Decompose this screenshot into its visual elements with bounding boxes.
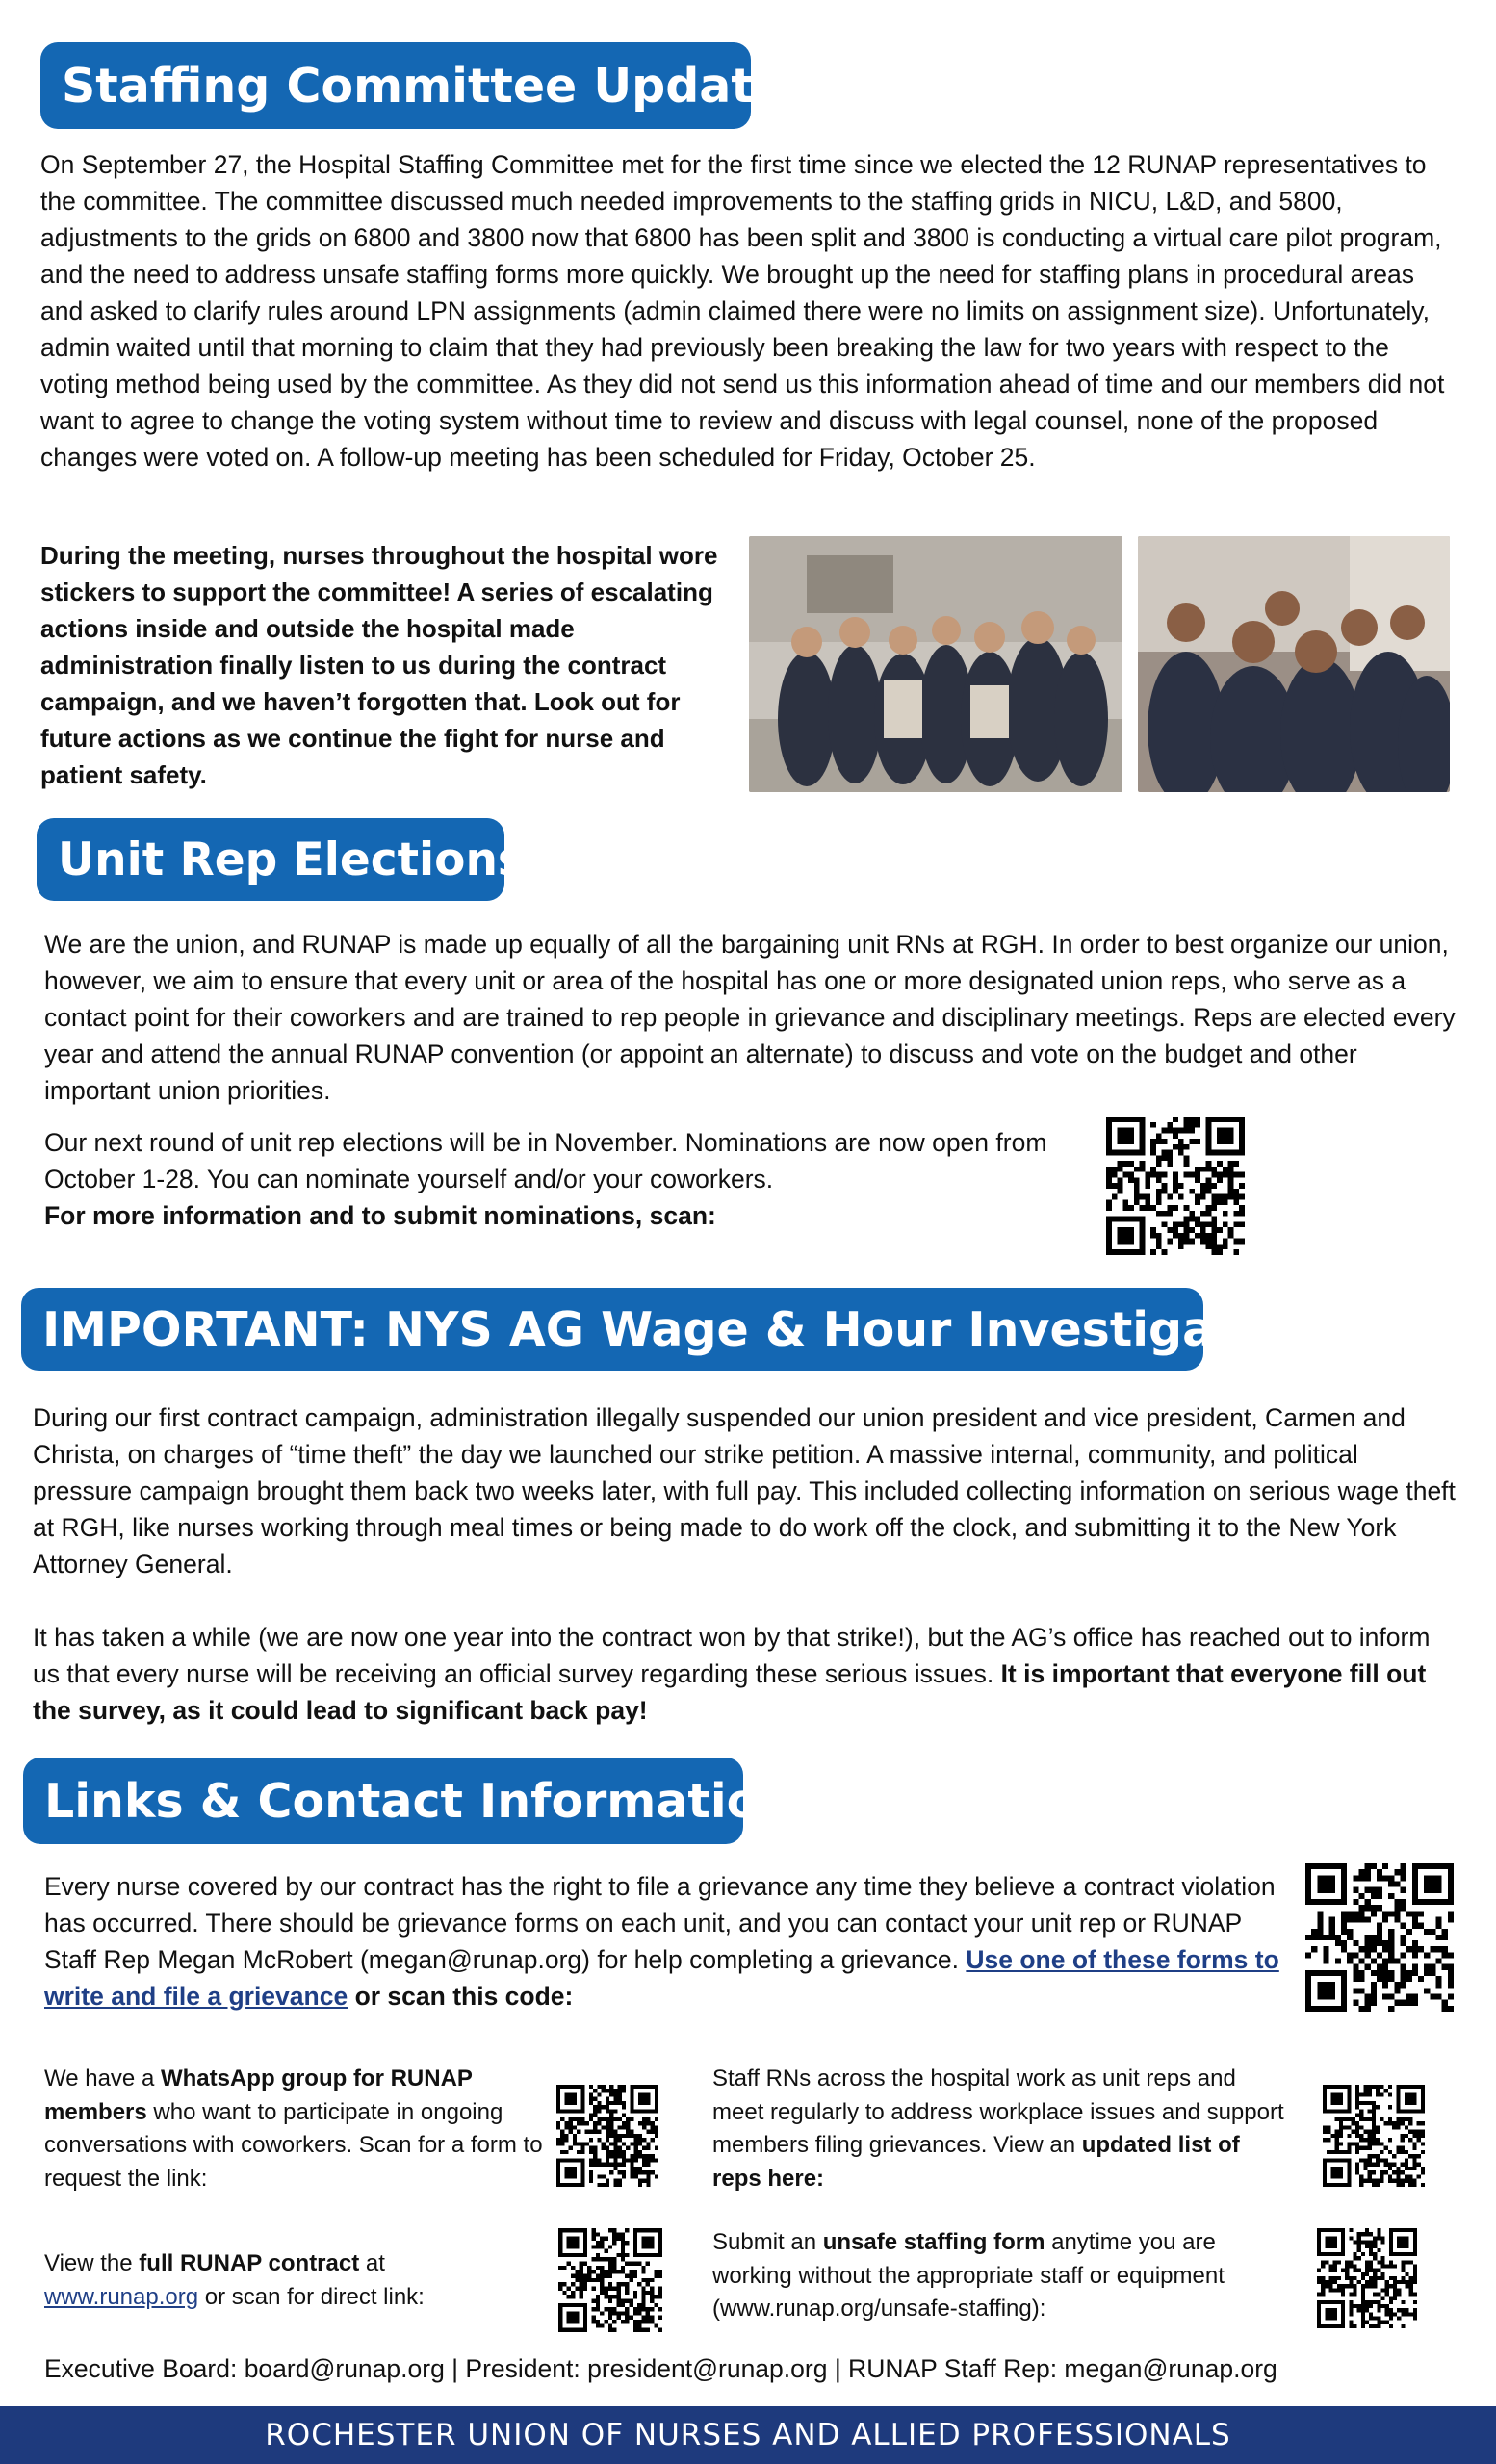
grievance-text	[44, 1868, 1296, 2015]
whatsapp-text	[44, 2063, 545, 2195]
unit-rep-scan-text: For more information and to submit nominations, scan:	[44, 1201, 716, 1230]
contract-text	[44, 2247, 526, 2314]
unsafe-pre: Submit an	[712, 2229, 817, 2255]
unit-rep-heading: Unit Rep Elections	[37, 818, 504, 901]
nurses-photo-group	[749, 536, 1122, 792]
grievance-forms-link[interactable]: Use one of these forms to write and file a grievance	[44, 1945, 1279, 2011]
grievance-body: Every nurse covered by our contract has the right to file a grievance any time they believe a contract violation has occurred. There should be grievance forms on each unit, and you can contact your unit rep or RUNAP Staff Rep Megan McRobert (megan@runap.org) for help completing a grievance.	[44, 1872, 1276, 1974]
contract-pre: View the	[44, 2250, 133, 2276]
contract-bold: full RUNAP contract	[139, 2250, 360, 2276]
unit-rep-nominations: Our next round of unit rep elections will be in November. Nominations are now open from October 1-28. You can nominate yourself and/or your coworkers.	[44, 1128, 1047, 1194]
unsafe-staffing-text	[712, 2226, 1290, 2326]
staffing-paragraph: On September 27, the Hospital Staffing Committee met for the first time since we elected the 12 RUNAP representatives to the committee. The committee discussed much needed improvements to the staffing grids in NICU, L&D, and 5800, adjustments to the grids on 6800 and 3800 now that 6800 has been split and 3800 is conducting a virtual care pilot program, and the need to address unsafe staffing forms more quickly. We brought up the need for staffing plans in procedural areas and asked to clarify rules around LPN assignments (admin claimed there were no limits on assignment size). Unfortunately, admin waited until that morning to claim that they had previously been breaking the law for two years with respect to the voting method being used by the committee. As they did not send us this information ahead of time and our members did not want to agree to change the voting system without time to review and discuss with legal counsel, none of the proposed changes were voted on. A follow-up meeting has been scheduled for Friday, October 25.	[40, 150, 1445, 472]
whatsapp-pre: We have a	[44, 2066, 155, 2092]
contract-post: or scan for direct link:	[204, 2283, 425, 2310]
unsafe-bold: unsafe staffing form	[822, 2229, 1045, 2255]
reps-qr-code[interactable]	[1323, 2085, 1425, 2187]
runap-website-link[interactable]: www.runap.org	[44, 2283, 199, 2310]
investigation-heading: IMPORTANT: NYS AG Wage & Hour Investigation	[21, 1288, 1203, 1371]
footer-banner	[0, 2406, 1496, 2464]
unsafe-staffing-qr-code[interactable]	[1317, 2228, 1417, 2328]
whatsapp-post: who want to participate in ongoing conversations with coworkers. Scan for a form to request the link:	[44, 2098, 543, 2192]
unit-rep-paragraph: We are the union, and RUNAP is made up equally of all the bargaining unit RNs at RGH. In order to best organize our union, however, we aim to ensure that every unit or area of the hospital has one or more designated union reps, who serve as a contact point for their coworkers and are trained to rep people in grievance and disciplinary meetings. Reps are elected every year and attend the annual RUNAP convention (or appoint an alternate) to discuss and vote on the budget and other important union priorities.	[44, 930, 1456, 1105]
grievance-qr-code[interactable]	[1305, 1863, 1454, 2012]
nurses-photo-close	[1138, 536, 1450, 792]
investigation-paragraph-1: During our first contract campaign, administration illegally suspended our union president and vice president, Carmen and Christa, on charges of “time theft” the day we launched our strike petition. A massive internal, community, and political pressure campaign brought them back two weeks later, with full pay. This included collecting information on serious wage theft at RGH, like nurses working through meal times or being made to do work off the clock, and submitting it to the New York Attorney General.	[33, 1403, 1456, 1578]
staffing-bold-paragraph: During the meeting, nurses throughout the hospital wore stickers to support the committee! A series of escalating actions inside and outside the hospital made administration finally listen to us during the contract campaign, and we haven’t forgotten that. Look out for future actions as we continue the fight for nurse and patient safety.	[40, 541, 718, 789]
whatsapp-qr-code[interactable]	[556, 2085, 658, 2187]
investigation-paragraph-2	[33, 1619, 1457, 1729]
contract-qr-code[interactable]	[558, 2228, 662, 2332]
footer-text: ROCHESTER UNION OF NURSES AND ALLIED PROFESSIONALS	[265, 2418, 1231, 2452]
investigation-paragraph-2-bold: It is important that everyone fill out the survey, as it could lead to significant back pay!	[33, 1659, 1427, 1725]
links-heading: Links & Contact Information	[23, 1758, 743, 1844]
reps-bold: updated list of reps here:	[712, 2132, 1240, 2192]
investigation-paragraph-2-text: It has taken a while (we are now one year into the contract won by that strike!), but the AG’s office has reached out to inform us that every nurse will be receiving an official survey regarding these serious issues.	[33, 1623, 1431, 1688]
unsafe-post: anytime you are working without the appropriate staff or equipment (www.runap.org/unsafe-staffing):	[712, 2229, 1225, 2322]
staffing-heading: Staffing Committee Update	[40, 42, 751, 129]
contract-at: at	[365, 2250, 385, 2276]
reps-body: Staff RNs across the hospital work as unit reps and meet regularly to address workplace issues and support members filing grievances. View an	[712, 2066, 1284, 2158]
whatsapp-bold: WhatsApp group for RUNAP members	[44, 2066, 473, 2125]
nominations-qr-code[interactable]	[1106, 1116, 1245, 1255]
grievance-scan-text: or scan this code:	[354, 1982, 574, 2011]
reps-text	[712, 2063, 1290, 2195]
contact-line: Executive Board: board@runap.org | President: president@runap.org | RUNAP Staff Rep: megan@runap.org	[44, 2354, 1277, 2383]
